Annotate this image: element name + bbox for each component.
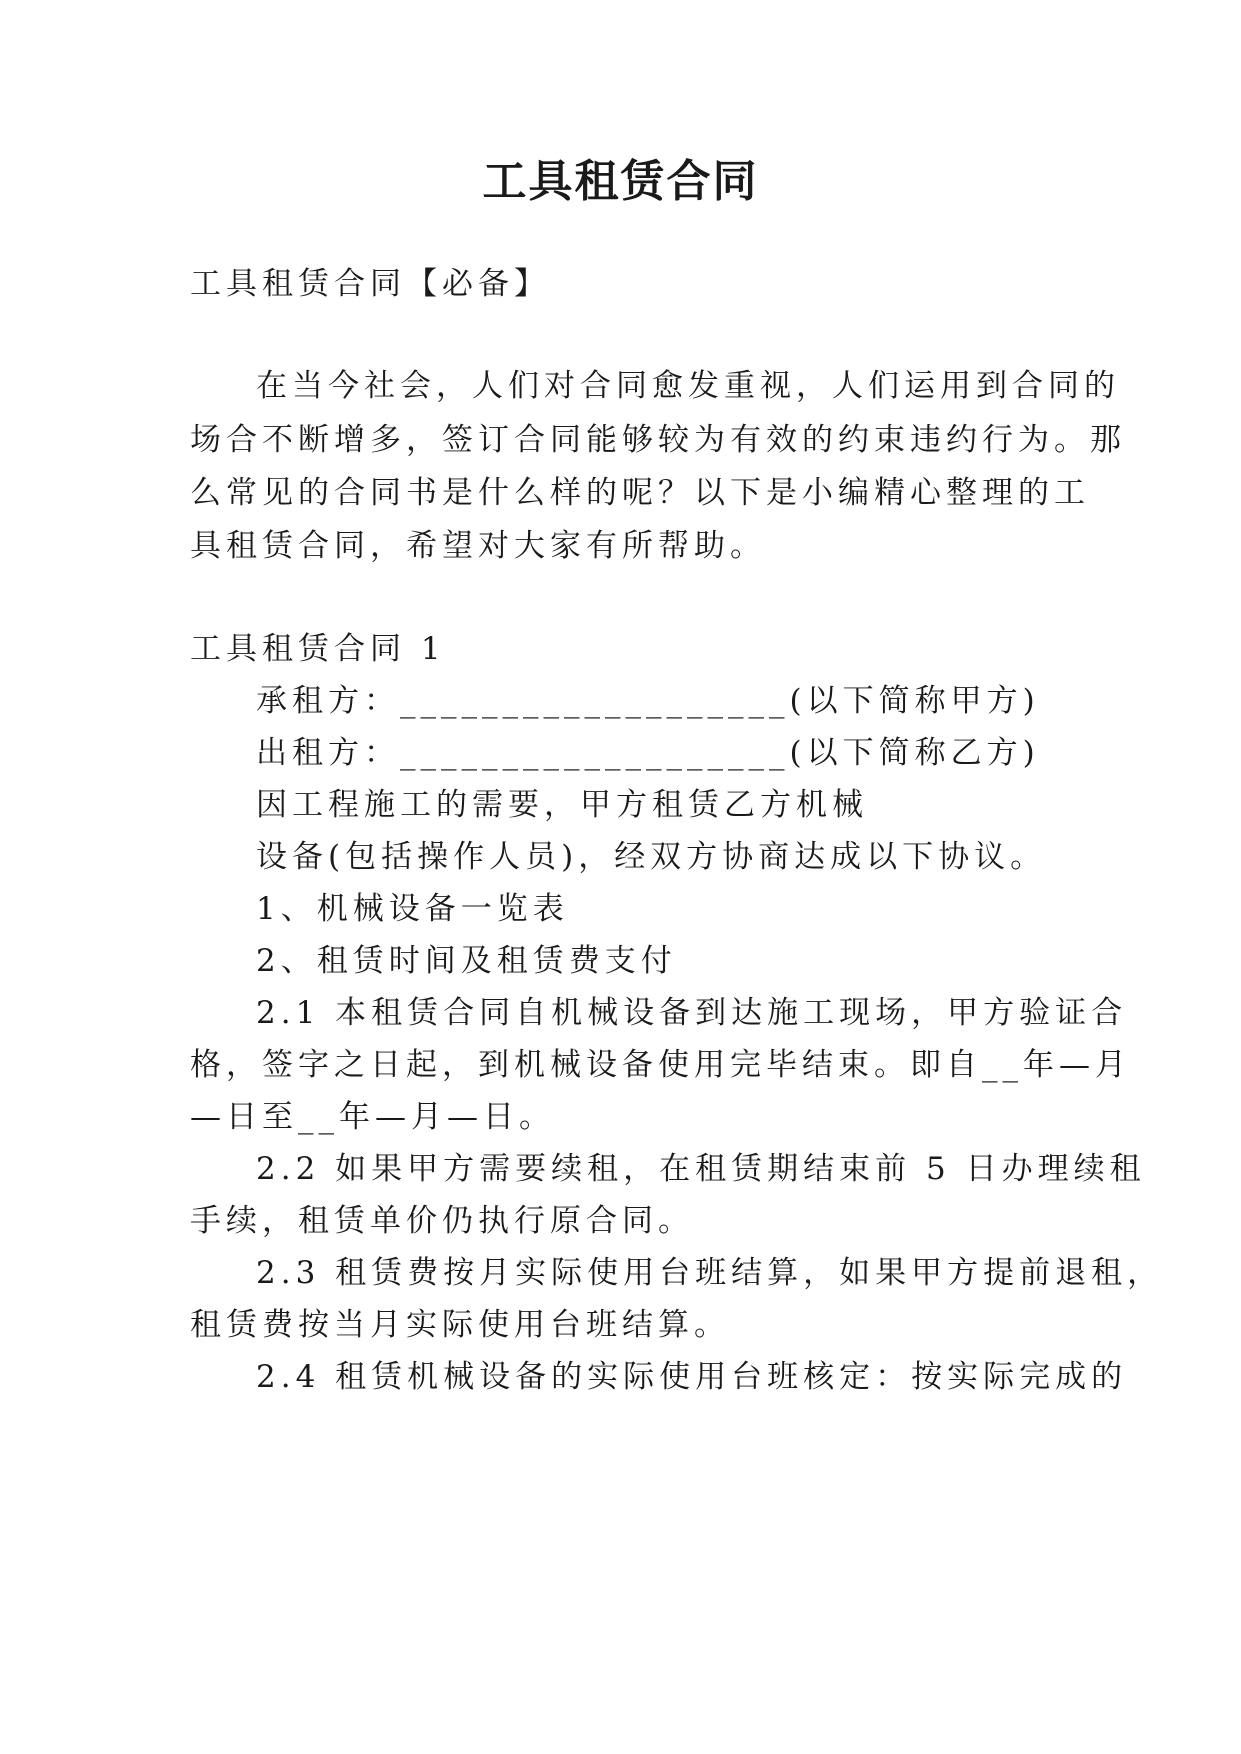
intro-line-4: 具租赁合同，希望对大家有所帮助。 <box>190 528 766 564</box>
intro-line-2: 场合不断增多，签订合同能够较为有效的约束违约行为。那 <box>190 422 1126 458</box>
clause-2-1-line-3: —日至__年—月—日。 <box>190 1099 555 1135</box>
document-subtitle: 工具租赁合同【必备】 <box>190 266 550 302</box>
document-title: 工具租赁合同 <box>482 156 759 207</box>
clause-2-heading: 2、租赁时间及租赁费支付 <box>256 943 677 979</box>
clause-1-heading: 1、机械设备一览表 <box>256 891 569 927</box>
lessee-line: 承租方：___________________(以下简称甲方) <box>256 683 1040 719</box>
section-heading: 工具租赁合同 1 <box>190 631 446 667</box>
clause-2-1-line-1: 2.1 本租赁合同自机械设备到达施工现场，甲方验证合 <box>256 995 1128 1031</box>
lessor-line: 出租方：___________________(以下简称乙方) <box>256 735 1040 771</box>
intro-line-3: 么常见的合同书是什么样的呢？以下是小编精心整理的工 <box>190 475 1090 511</box>
body-line: 因工程施工的需要，甲方租赁乙方机械 <box>256 787 868 823</box>
intro-line-1: 在当今社会，人们对合同愈发重视，人们运用到合同的 <box>256 368 1120 404</box>
clause-2-2-line-1: 2.2 如果甲方需要续租，在租赁期结束前 5 日办理续租 <box>256 1151 1146 1187</box>
clause-2-2-line-2: 手续，租赁单价仍执行原合同。 <box>190 1203 694 1239</box>
body-line: 设备(包括操作人员)，经双方协商达成以下协议。 <box>256 839 1047 875</box>
clause-2-3-line-2: 租赁费按当月实际使用台班结算。 <box>190 1307 730 1343</box>
clause-2-4-line-1: 2.4 租赁机械设备的实际使用台班核定：按实际完成的 <box>256 1359 1128 1395</box>
clause-2-1-line-2: 格，签字之日起，到机械设备使用完毕结束。即自__年—月 <box>190 1047 1131 1083</box>
clause-2-3-line-1: 2.3 租赁费按月实际使用台班结算，如果甲方提前退租， <box>256 1255 1164 1291</box>
